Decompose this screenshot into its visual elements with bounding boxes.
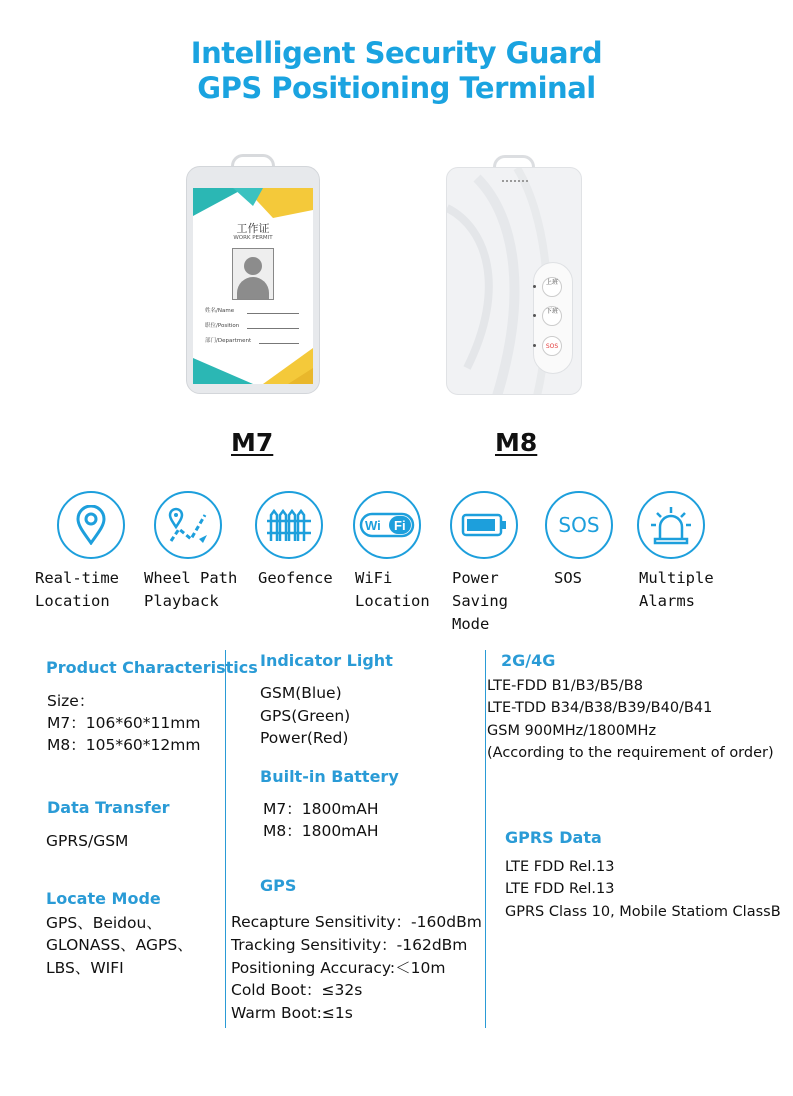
- spec-gps-recapture: Recapture Sensitivity：-160dBm: [231, 913, 482, 931]
- m8-speaker-grille: [502, 180, 528, 185]
- feature-label-multiple-alarms: Multiple Alarms: [639, 569, 714, 610]
- heading-data-transfer: Data Transfer: [47, 798, 170, 817]
- spec-gps-cold-boot: Cold Boot：≤32s: [231, 981, 363, 999]
- m7-field-name: 姓名/Name: [205, 308, 235, 314]
- svg-text:Wi: Wi: [365, 518, 381, 533]
- feature-label-power-saving-mode: Power Saving Mode: [452, 569, 508, 633]
- feature-label-sos: SOS: [554, 569, 582, 587]
- m7-field-line: [247, 313, 299, 314]
- feature-label-wifi-location: WiFi Location: [355, 569, 430, 610]
- heading-built-in-battery: Built-in Battery: [260, 767, 399, 786]
- m7-photo-placeholder: [232, 248, 274, 300]
- m7-card-title: 工作证: [236, 222, 270, 235]
- spec-gprs-line-1: LTE FDD Rel.13: [505, 859, 615, 875]
- spec-gprs-line-2: LTE FDD Rel.13: [505, 881, 615, 897]
- spec-battery-m7: M7：1800mAH: [263, 800, 379, 818]
- m7-field-position: 职位/Position: [205, 323, 240, 329]
- spec-gps-accuracy: Positioning Accuracy:＜10m: [231, 959, 446, 977]
- spec-locate-line-2: GLONASS、AGPS、: [46, 936, 193, 954]
- spec-locate-line-3: LBS、WIFI: [46, 959, 124, 977]
- m8-device-image: [446, 155, 582, 395]
- spec-battery-m8: M8：1800mAH: [263, 822, 379, 840]
- spec-gps-warm-boot: Warm Boot:≤1s: [231, 1004, 353, 1022]
- m7-device-image: [186, 152, 320, 394]
- heading-gprs-data: GPRS Data: [505, 828, 602, 847]
- column-divider: [225, 650, 226, 1028]
- heading-gps: GPS: [260, 876, 297, 895]
- heading-2g-4g: 2G/4G: [501, 651, 556, 670]
- m8-model-label: M8: [495, 428, 538, 457]
- m7-id-card: [193, 188, 313, 384]
- sos-icon: [545, 491, 613, 559]
- spec-m8-size: M8：105*60*12mm: [47, 736, 201, 754]
- spec-lte-tdd: LTE-TDD B34/B38/B39/B40/B41: [487, 700, 713, 716]
- indicator-dot: [533, 314, 536, 317]
- m8-on-duty-button: 上班: [542, 277, 562, 297]
- spec-lte-fdd: LTE-FDD B1/B3/B5/B8: [487, 678, 643, 694]
- column-divider: [485, 650, 486, 1028]
- m7-field-department: 部门/Department: [205, 338, 252, 344]
- spec-data-transfer: GPRS/GSM: [46, 832, 129, 850]
- indicator-dot: [533, 285, 536, 288]
- title-line-2: GPS Positioning Terminal: [197, 71, 596, 105]
- spec-order-note: (According to the requirement of order): [487, 745, 774, 761]
- alarm-light-icon: [637, 491, 705, 559]
- spec-m7-size: M7：106*60*11mm: [47, 714, 201, 732]
- indicator-dot: [533, 344, 536, 347]
- spec-indicator-gps: GPS(Green): [260, 707, 351, 725]
- spec-gprs-line-3: GPRS Class 10, Mobile Statiom ClassB: [505, 904, 781, 920]
- spec-gps-tracking: Tracking Sensitivity：-162dBm: [231, 936, 468, 954]
- feature-label-real-time-location: Real-time Location: [35, 569, 119, 610]
- avatar-head-icon: [244, 257, 262, 275]
- spec-size: Size：: [47, 692, 95, 710]
- m7-model-label: M7: [231, 428, 274, 457]
- m8-sos-button: SOS: [542, 336, 562, 356]
- heading-product-characteristics: Product Characteristics: [46, 658, 258, 677]
- spec-indicator-gsm: GSM(Blue): [260, 684, 342, 702]
- title-line-1: Intelligent Security Guard: [190, 36, 603, 70]
- avatar-body-icon: [237, 277, 269, 300]
- location-pin-icon: [57, 491, 125, 559]
- feature-label-wheel-path-playback: Wheel Path Playback: [144, 569, 238, 610]
- m8-off-duty-button: 下班: [542, 306, 562, 326]
- heading-locate-mode: Locate Mode: [46, 889, 161, 908]
- feature-label-geofence: Geofence: [258, 569, 333, 587]
- fence-icon: [255, 491, 323, 559]
- svg-text:Fi: Fi: [394, 518, 406, 533]
- spec-gsm-bands: GSM 900MHz/1800MHz: [487, 723, 657, 739]
- path-playback-icon: [154, 491, 222, 559]
- m7-field-line: [259, 343, 299, 344]
- m7-card-subtitle: WORK PERMIT: [233, 235, 273, 241]
- heading-indicator-light: Indicator Light: [260, 651, 393, 670]
- battery-icon: [450, 491, 518, 559]
- sos-icon-text: SOS: [558, 513, 600, 537]
- spec-indicator-power: Power(Red): [260, 729, 349, 747]
- m7-field-line: [247, 328, 299, 329]
- spec-locate-line-1: GPS、Beidou、: [46, 914, 162, 932]
- m8-shell: [446, 167, 582, 395]
- wifi-icon: [353, 491, 421, 559]
